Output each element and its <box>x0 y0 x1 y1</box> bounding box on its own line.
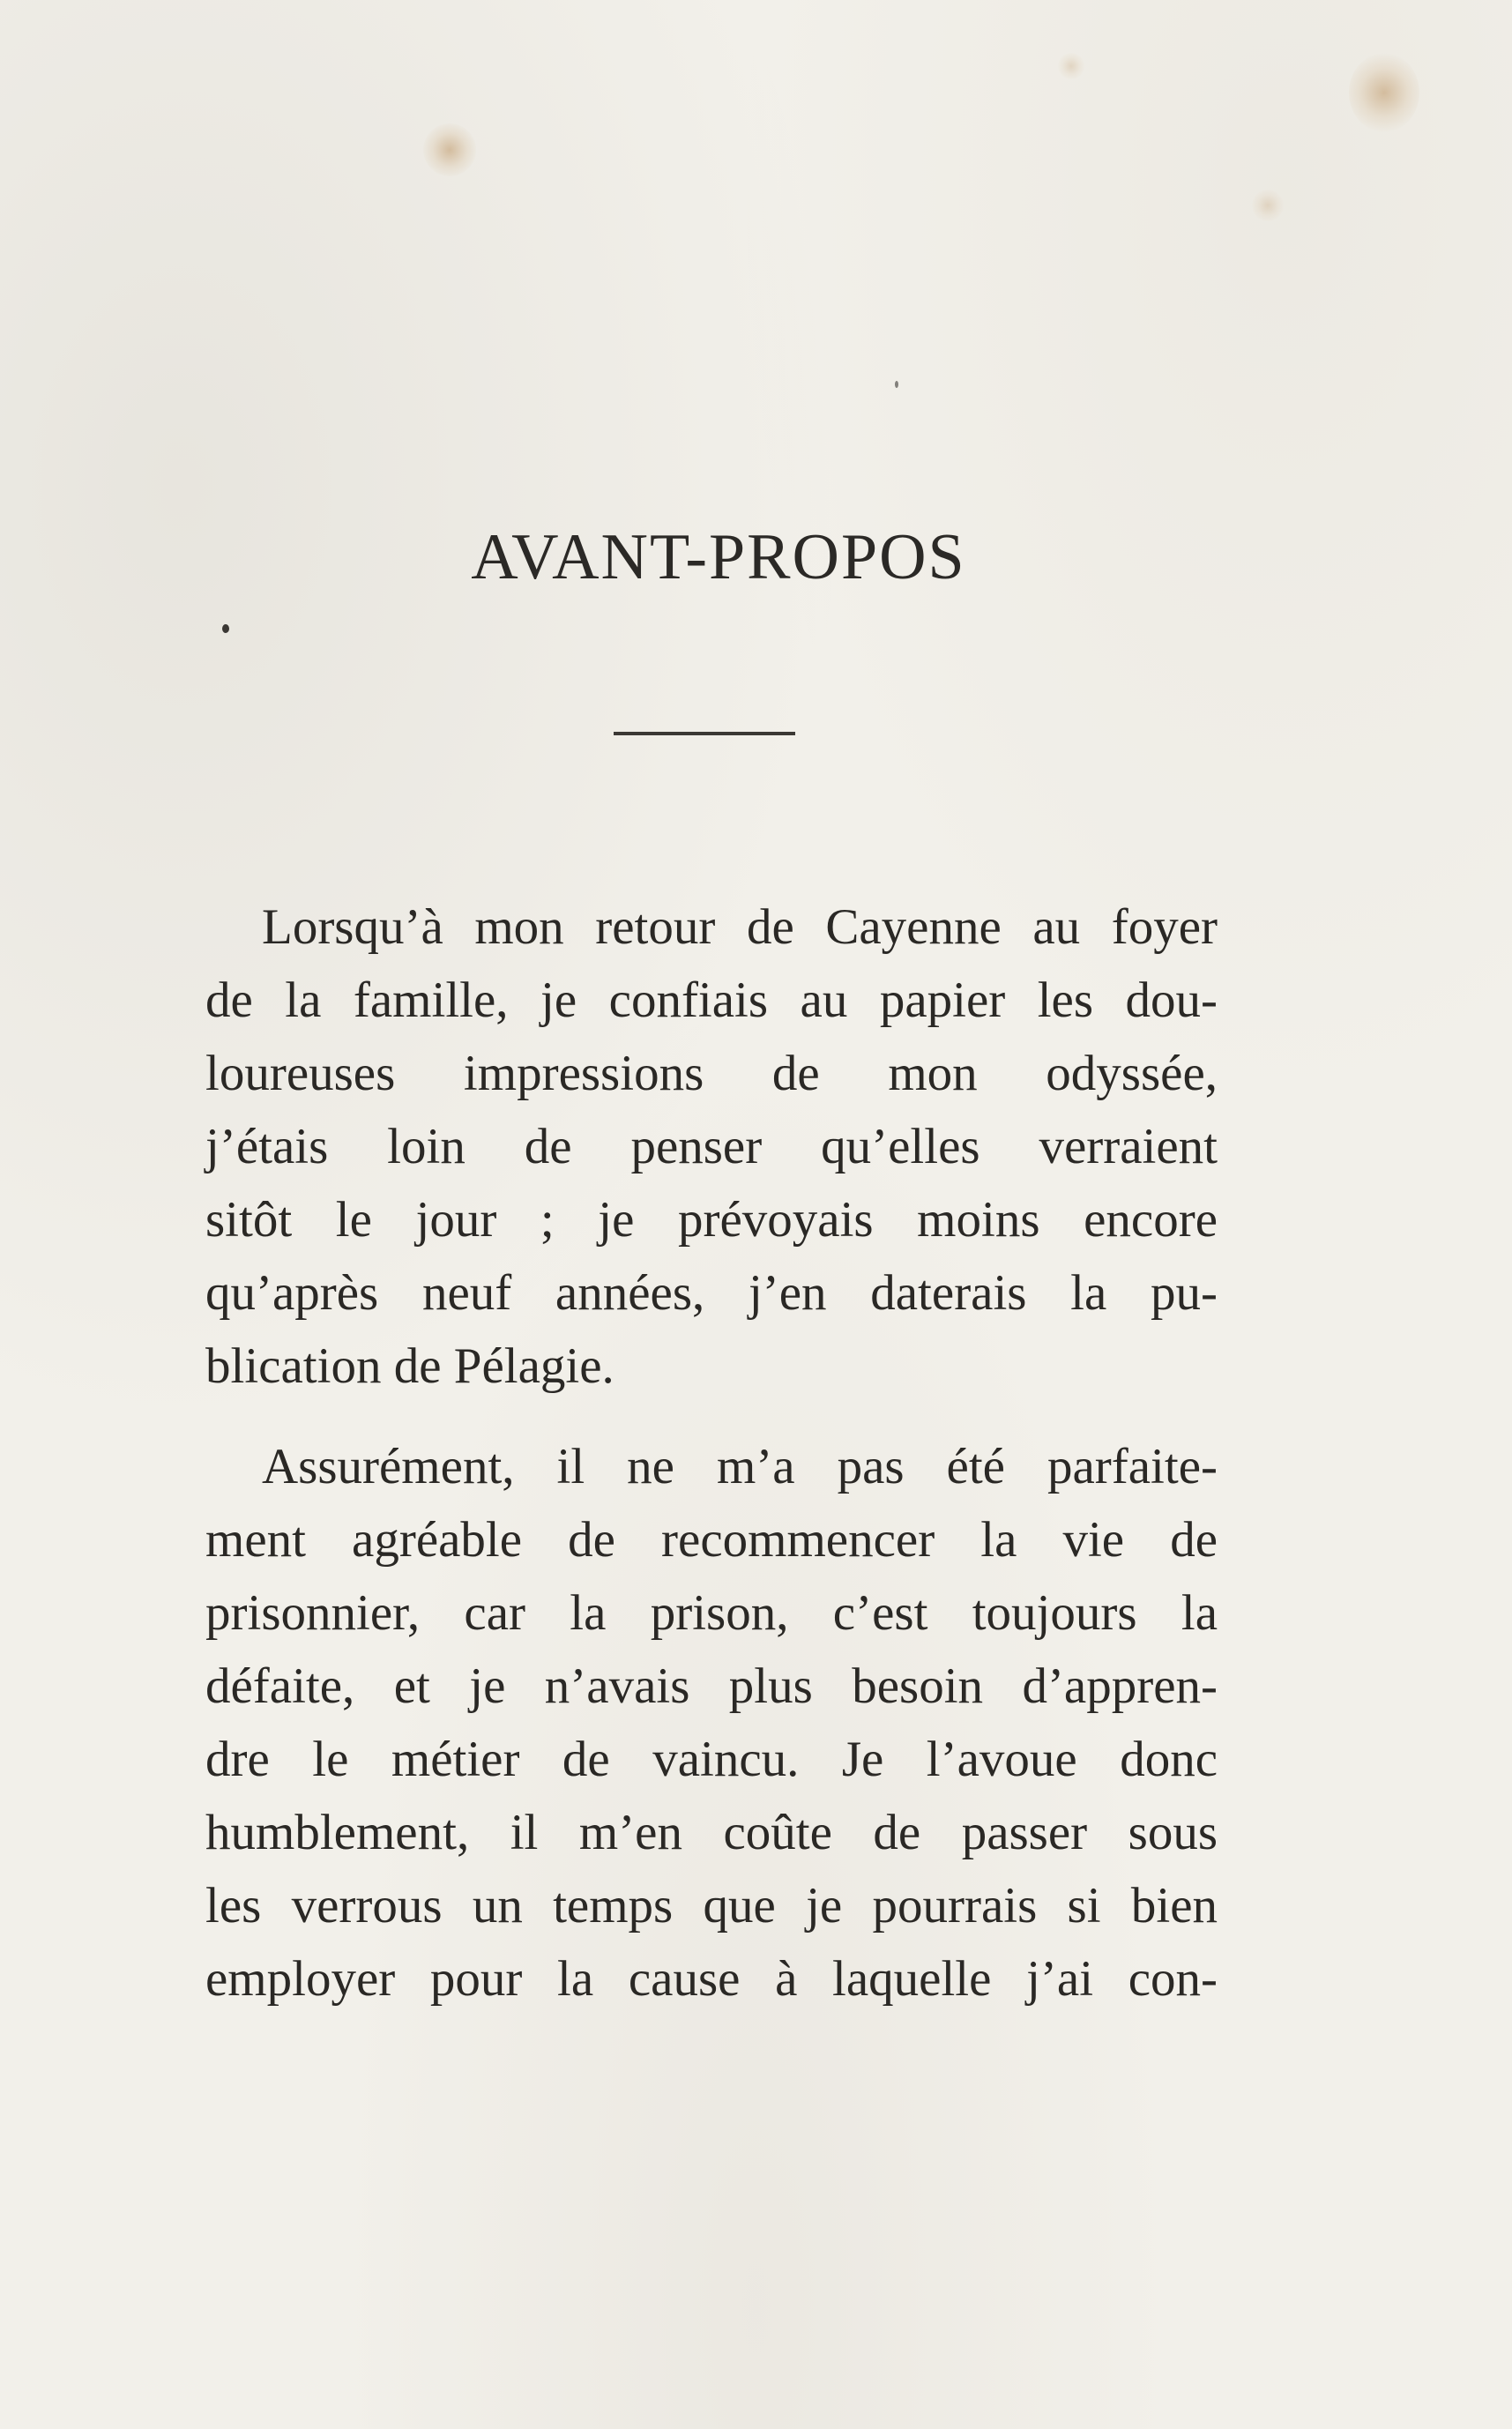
text-line: loureuses impressions de mon odyssée, <box>205 1046 1218 1101</box>
ink-speck <box>222 624 229 633</box>
text-line: prisonnier, car la prison, c’est toujours la <box>205 1585 1218 1641</box>
text-line: employer pour la cause à laquelle j’ai con- <box>205 1951 1218 2007</box>
body-text <box>205 890 1218 2015</box>
text-line: de la famille, je confiais au papier les dou- <box>205 972 1218 1028</box>
text-line: humblement, il m’en coûte de passer sous <box>205 1805 1218 1860</box>
foxing-stain <box>1349 53 1419 132</box>
text-line: Lorsqu’à mon retour de Cayenne au foyer <box>262 899 1218 955</box>
text-line: sitôt le jour ; je prévoyais moins encore <box>205 1192 1218 1248</box>
page-title: AVANT-PROPOS <box>471 521 966 593</box>
text-line: qu’après neuf années, j’en daterais la pu- <box>205 1265 1218 1321</box>
foxing-stain <box>423 123 476 176</box>
text-line: j’étais loin de penser qu’elles verraient <box>205 1119 1218 1174</box>
text-line: blication de Pélagie. <box>205 1338 614 1394</box>
paragraph-2 <box>205 1430 1218 2015</box>
text-line: défaite, et je n’avais plus besoin d’appren- <box>205 1658 1218 1714</box>
foxing-stain <box>1252 190 1284 221</box>
foxing-stain <box>1058 53 1084 79</box>
title-divider <box>614 732 795 735</box>
ink-speck <box>895 381 898 388</box>
text-line: les verrous un temps que je pourrais si bien <box>205 1878 1218 1934</box>
text-line: Assurément, il ne m’a pas été parfaite- <box>262 1439 1218 1494</box>
paragraph-1 <box>205 890 1218 1403</box>
text-line: dre le métier de vaincu. Je l’avoue donc <box>205 1732 1218 1787</box>
text-line: ment agréable de recommencer la vie de <box>205 1512 1218 1568</box>
